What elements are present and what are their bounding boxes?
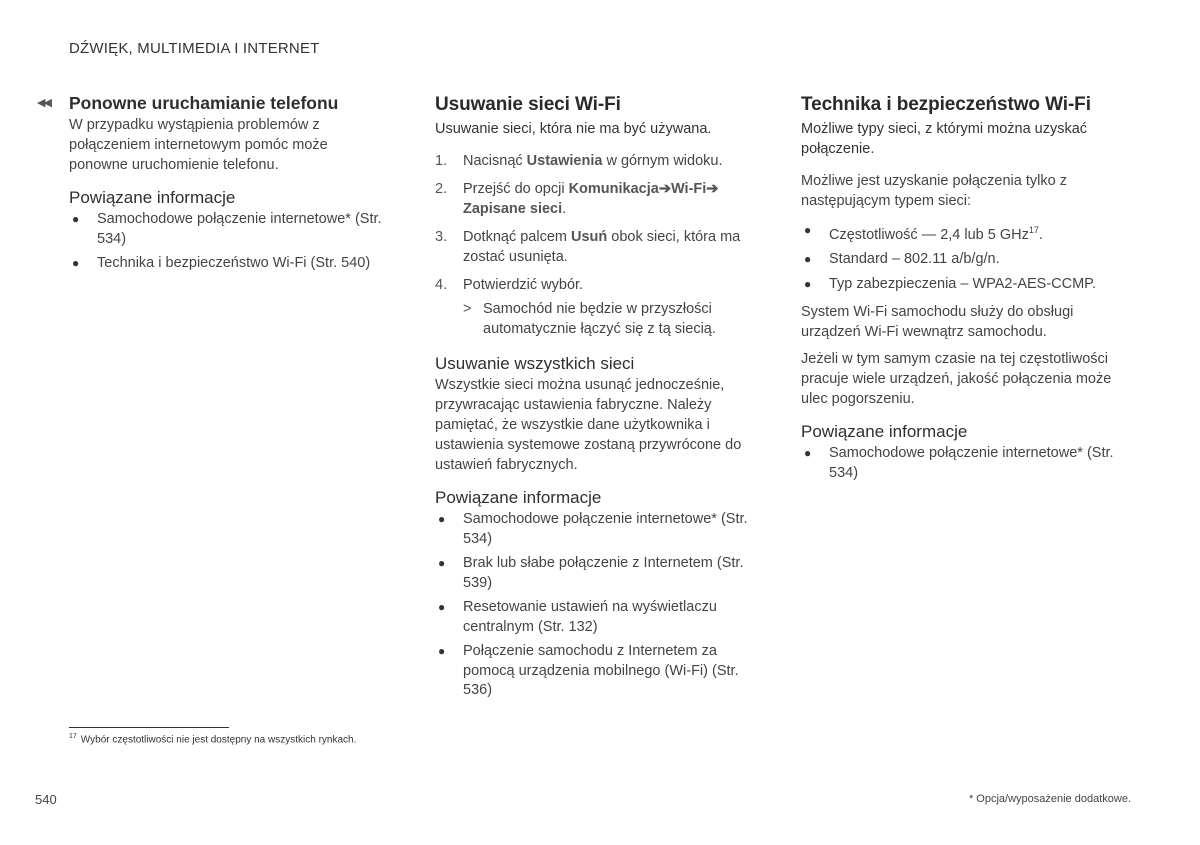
related-info-heading: Powiązane informacje [801, 422, 968, 442]
footnote-mark: 17 [69, 733, 77, 740]
related-link[interactable]: ● Brak lub słabe połączenie z Internetem (Str. 539) [438, 555, 744, 591]
related-link[interactable]: ● Połączenie samochodu z Internetem za pomocą urządzenia mobilnego (Wi-Fi) (Str. 536) [438, 643, 739, 698]
subsection-body: Wszystkie sieci można usunąć jednocześnie, przywracając ustawienia fabryczne. Należy pamiętać, że wszystkie dane użytkownika i ustawienia systemowe zostaną przywrócone do ustawień fabrycznych. [435, 377, 742, 473]
step: 3. Dotknąć palcem Usuń obok sieci, która ma zostać usunięta. [435, 229, 741, 265]
bullet-icon: ● [804, 252, 812, 267]
step: 1. Nacisnąć Ustawienia w górnym widoku. [435, 153, 723, 169]
spec-item: ● Standard – 802.11 a/b/g/n. [801, 250, 1131, 270]
bullet-icon: ● [438, 556, 446, 570]
footnote [69, 733, 356, 745]
section-lead: Usuwanie sieci, która nie ma być używana. [435, 121, 712, 137]
arrow-right-icon: ➔ [706, 181, 719, 197]
section-heading: Usuwanie sieci Wi-Fi [435, 94, 621, 115]
spec-item: ● Typ zabezpieczenia – WPA2-AES-CCMP. [801, 275, 1131, 295]
related-info-list [69, 210, 389, 274]
column-delete-wifi [435, 92, 765, 706]
paragraph: System Wi-Fi samochodu służy do obsługi urządzeń Wi-Fi wewnątrz samochodu. [801, 304, 1074, 341]
column-restart-phone [37, 92, 389, 279]
paragraph: Jeżeli w tym samym czasie na tej częstotliwości pracuje wiele urządzeń, jakość połączenia może ulec pogorszeniu. [801, 351, 1112, 408]
step-result: > Samochód nie będzie w przyszłości automatycznie łączyć się z tą siecią. [463, 301, 716, 337]
bullet-icon: ● [72, 212, 80, 226]
ui-label: Zapisane sieci [463, 201, 563, 217]
step: 4. Potwierdzić wybór. > Samochód nie będzie w przyszłości automatycznie łączyć się z tą siecią. [435, 275, 765, 339]
section-intro: Możliwe jest uzyskanie połączenia tylko z następującym typem sieci: [801, 173, 1067, 209]
bullet-icon: ● [72, 256, 80, 270]
related-info-heading: Powiązane informacje [69, 188, 236, 207]
running-header: DŹWIĘK, MULTIMEDIA I INTERNET [69, 40, 320, 57]
arrow-right-icon: ➔ [658, 181, 671, 197]
step: 2. Przejść do opcji Komunikacja➔Wi-Fi➔ Zapisane sieci. [435, 181, 719, 217]
bullet-icon: ● [438, 512, 446, 526]
section-heading: Technika i bezpieczeństwo Wi-Fi [801, 94, 1091, 115]
related-info-list [435, 510, 765, 701]
spec-list [801, 221, 1131, 294]
footnote-text: Wybór częstotliwości nie jest dostępny na wszystkich rynkach. [80, 734, 357, 746]
steps-list [435, 151, 765, 339]
related-link[interactable]: ● Resetowanie ustawień na wyświetlaczu centralnym (Str. 132) [438, 599, 717, 635]
related-link[interactable]: ● Samochodowe połączenie internetowe* (Str. 534) [438, 511, 748, 547]
section-lead: Możliwe typy sieci, z którymi można uzyskać połączenie. [801, 121, 1088, 157]
related-link[interactable]: ● Samochodowe połączenie internetowe* (Str. 534) [804, 445, 1114, 481]
page-number: 540 [35, 792, 57, 807]
spec-item: ● Częstotliwość — 2,4 lub 5 GHz$^{17}$. [804, 223, 1043, 243]
continued-from-previous-icon: ◀◀ [37, 97, 50, 109]
section-heading: Ponowne uruchamianie telefonu [69, 93, 339, 113]
related-link[interactable]: ● Samochodowe połączenie internetowe* (Str. 534) [72, 211, 382, 247]
related-info-list [801, 444, 1131, 483]
subsection-heading: Usuwanie wszystkich sieci [435, 354, 635, 373]
bullet-icon: ● [804, 446, 812, 461]
bullet-icon: ● [804, 223, 812, 237]
bullet-icon: ● [438, 644, 446, 658]
bullet-icon: ● [804, 276, 812, 291]
section-body: W przypadku wystąpienia problemów z połączeniem internetowym pomóc może ponowne uruchomienie telefonu. [69, 117, 328, 173]
related-link[interactable]: ● Technika i bezpieczeństwo Wi-Fi (Str. 540) [69, 254, 389, 274]
related-info-heading: Powiązane informacje [435, 488, 602, 507]
ui-label: Usuń [571, 229, 608, 245]
ui-label: Ustawienia [526, 153, 603, 169]
result-marker: > [463, 301, 472, 317]
option-note: * Opcja/wyposażenie dodatkowe. [968, 793, 1131, 805]
footnote-divider [69, 727, 229, 728]
ui-label: Komunikacja [568, 181, 659, 197]
bullet-icon: ● [438, 600, 446, 614]
footnote-ref[interactable]: 17 [1028, 225, 1039, 235]
ui-label: Wi-Fi [670, 181, 707, 197]
column-wifi-technology [801, 92, 1131, 488]
